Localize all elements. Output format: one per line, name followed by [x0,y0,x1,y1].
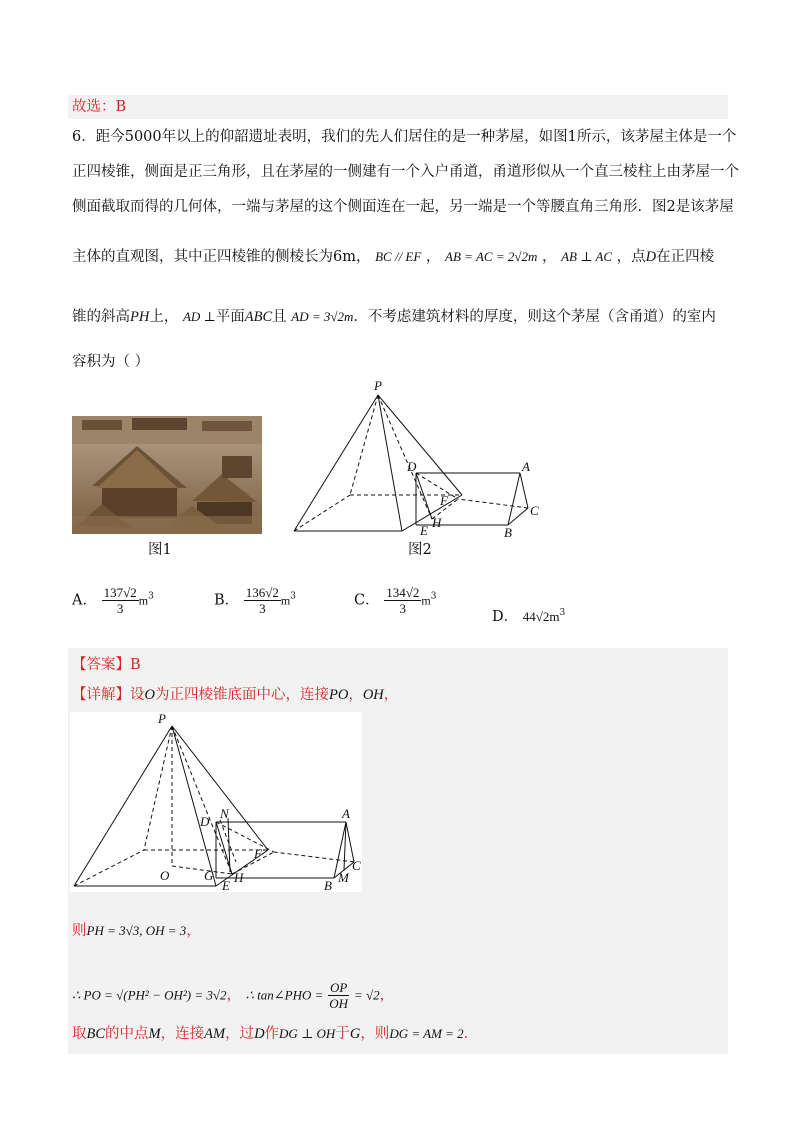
option-a-fraction: $\frac{137√2}{3}$ [103,585,137,616]
line4-math-ab-ac: AB = AC = 2√2m [445,249,538,264]
step2-comma2: ， [379,987,395,1004]
line5-ph: PH [130,309,150,325]
question-line-4 [72,248,714,266]
hut-photo [72,416,262,534]
option-d-letter: D． [492,608,519,625]
step3-g: ，过 [225,1026,255,1042]
step3-bc: BC [86,1026,106,1042]
step2-comma1: ， [226,987,241,1004]
hidden-pd [350,395,378,495]
option-a-exp: 3 [148,591,154,602]
hidden-ph [378,395,432,519]
step3-e: ，连接 [160,1026,205,1042]
sol-label-d: D [200,814,210,829]
sol-label-e: E [222,878,230,892]
step1-a: 则 [72,923,87,939]
sol-label-b: B [324,878,332,892]
label-h: H [432,515,442,530]
point-d: D [645,249,657,265]
sol-label-c: C [352,858,361,873]
question-line-6: 容积为（ ） [72,354,150,370]
sol-label-g: G [204,868,214,883]
option-a [72,585,154,616]
step3-am: AM [204,1026,226,1042]
step3-c: 的中点 [105,1026,149,1042]
figure-2-diagram [290,375,550,540]
line5-text-c: 上， [149,309,179,325]
label-d: D [407,459,417,474]
hidden-base-left [294,495,350,531]
line5-ad-perp: AD ⊥ [182,309,216,324]
label-f: F [440,493,448,508]
option-d [492,604,565,626]
option-c-unit: m [421,593,431,608]
option-d-exp: 3 [559,608,566,618]
sol-label-h: H [234,870,244,885]
figure-2-caption: 图2 [408,542,432,558]
option-c-letter: C． [354,592,380,609]
passage-dh [416,473,432,519]
detail-a: 设 [130,687,145,703]
sol-label-p: P [158,712,166,726]
step3-g-point: G [349,1026,361,1042]
label-c: C [530,503,539,518]
passage-ac [520,473,528,508]
question-line-1: 6．距今5000年以上的仰韶遗址表明，我们的先人们居住的是一种茅屋，如图1所示，该茅屋主体是一个 [72,129,737,145]
line4-text-g: 在正四棱 [656,249,715,265]
comma: ， [425,249,446,265]
prev-answer-line: 故选：B [72,99,127,115]
line4-text-e: ，点 [616,249,646,265]
step3-d: D [254,1026,265,1042]
step2-result: = √2 [353,987,380,1003]
step2-fraction: $\frac{OP}{OH}$ [329,980,349,1011]
step-2 [72,980,394,1011]
edge-pa [294,395,378,531]
hidden-cf [458,499,528,508]
answer-tag: 【答案】B [72,657,141,673]
passage-ab [508,473,520,525]
option-b-unit: m [280,593,291,608]
step-3 [72,1025,478,1043]
figure-1-caption: 图1 [148,542,172,558]
detail-line [72,686,398,704]
point-o: O [144,687,155,703]
label-b: B [504,525,512,540]
step3-a: 取 [72,1026,87,1042]
question-line-2: 正四棱锥，侧面是正三角形，且在茅屋的一侧建有一个入户甬道，甬道形似从一个直三棱柱上由茅屋一个 [72,164,739,180]
sol-label-f: F [254,846,262,861]
step3-k: 于 [335,1026,350,1042]
line5-text-a: 锥的斜高 [72,309,130,325]
option-c-exp: 3 [430,591,437,602]
line4-text-a: 主体的直观图，其中正四棱锥的侧棱长为6m， [72,249,371,265]
comma: ， [541,249,562,265]
option-b-letter: B． [214,592,240,609]
option-c [354,585,436,616]
line4-math-perp: AB ⊥ AC [561,249,613,264]
option-a-letter: A． [72,592,97,609]
option-b [214,585,296,616]
line5-text-g: 且 [272,309,287,325]
detail-c: 为正四棱锥底面中心，连接 [154,687,329,703]
step2-po: ∴ PO = √(PH² − OH²) = 3√2 [72,987,227,1003]
segment-oh: OH [362,687,384,703]
answer-band-top [68,95,728,119]
step3-m: M [148,1026,161,1042]
line5-abc: ABC [244,309,273,325]
question-line-5 [72,308,716,326]
sol-label-n: N [220,806,229,821]
detail-tag: 【详解】 [72,687,130,703]
line5-ad-length: AD = 3√2m [291,309,354,324]
step3-dg-perp: DG ⊥ OH [279,1026,336,1041]
detail-e: ， [348,687,363,703]
option-c-fraction: $\frac{134√2}{3}$ [386,585,420,616]
step3-i: 作 [264,1026,280,1042]
step2-tan: ∴ tan∠PHO = [245,987,324,1003]
edge-pb [378,395,402,531]
detail-g: ， [383,687,399,703]
option-b-fraction: $\frac{136√2}{3}$ [245,585,279,616]
option-d-value: 44√2m [522,608,560,624]
label-a: A [522,459,530,474]
step1-c: ， [186,923,201,939]
label-p: P [374,378,382,393]
step1-math: PH = 3√3, OH = 3 [86,923,187,938]
sol-label-o: O [160,868,170,883]
line5-text-i: ．不考虑建筑材料的厚度，则这个茅屋（含甬道）的室内 [353,309,716,325]
sol-label-a: A [342,806,350,821]
solution-diagram [70,712,362,892]
sol-label-m: M [338,870,349,885]
hut-photo-drawing [72,416,262,534]
edge-pc [378,395,462,495]
question-line-3: 侧面截取而得的几何体，一端与茅屋的这个侧面连在一起，另一端是一个等腰直角三角形．图2是该茅屋 [72,199,734,215]
step-1 [72,922,201,940]
line5-text-e: 平面 [215,309,245,325]
label-e: E [420,523,428,538]
step3-m-text: ，则 [360,1026,390,1042]
option-a-unit: m [138,593,149,608]
step3-dg-am: DG = AM = 2 [389,1026,464,1041]
segment-po: PO [328,687,349,703]
option-b-exp: 3 [290,591,296,602]
step3-o: ． [463,1026,479,1042]
line4-math-parallel: BC // EF [375,249,422,264]
